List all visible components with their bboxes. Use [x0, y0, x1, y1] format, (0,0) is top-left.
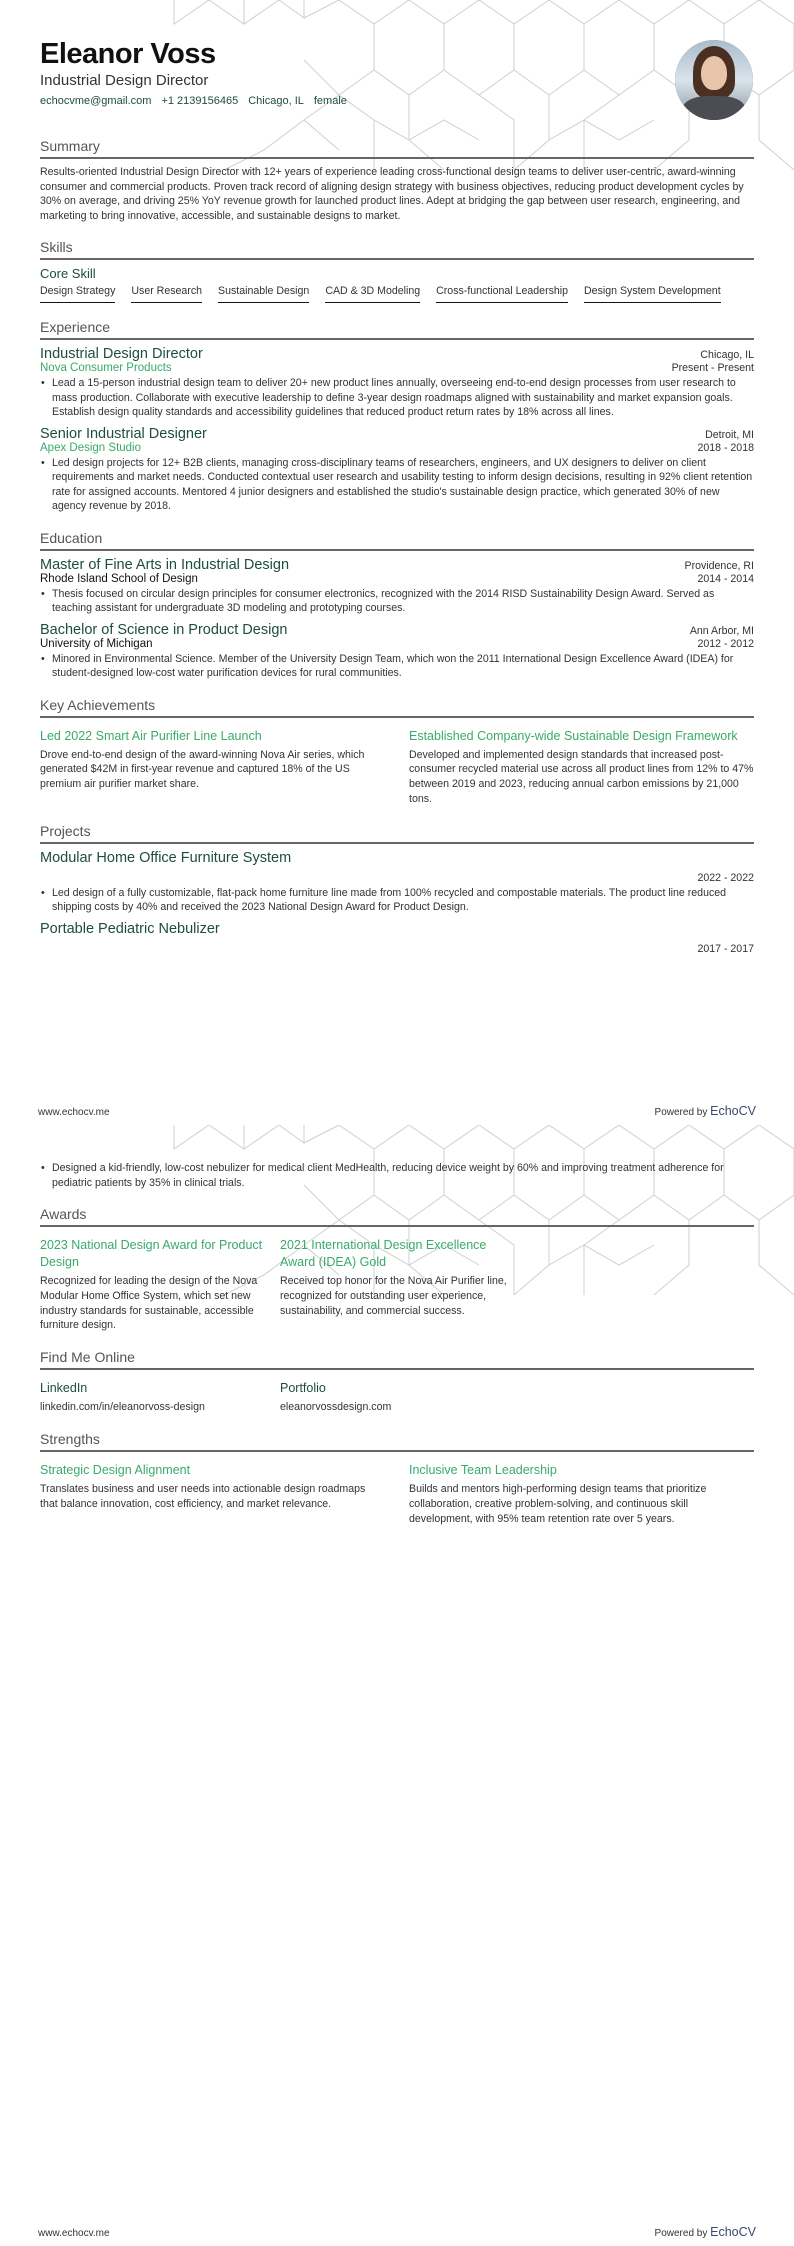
project-description: • Led design of a fully customizable, flat-pack home furniture line made from 100% recycled and compostable materials. The product line reduced shipping costs by 40% and received the 2023 National Design Award for Product Design.	[40, 886, 754, 915]
job-dates: Present - Present	[671, 362, 754, 374]
achievements-section	[40, 697, 754, 807]
contact-location: Chicago, IL	[248, 95, 304, 107]
resume-page-2	[0, 1125, 794, 2246]
skill-tag: Cross-functional Leadership	[436, 285, 568, 303]
footer-site-link[interactable]: www.echocv.me	[38, 2228, 110, 2239]
section-heading-skills: Skills	[40, 239, 754, 260]
achievement-card	[409, 724, 754, 807]
strength-title: Strategic Design Alignment	[40, 1462, 191, 1477]
page-footer	[38, 2225, 756, 2239]
education-entry	[40, 622, 754, 681]
project-dates: 2017 - 2017	[697, 942, 754, 955]
skill-tag: Design System Development	[584, 285, 721, 303]
contact-email[interactable]: echocvme@gmail.com	[40, 95, 152, 107]
profile-photo	[675, 40, 753, 120]
school-name: Rhode Island School of Design	[40, 572, 198, 585]
awards-section	[40, 1206, 754, 1333]
achievement-title: Led 2022 Smart Air Purifier Line Launch	[40, 728, 262, 743]
contact-gender: female	[313, 95, 347, 107]
candidate-title: Industrial Design Director	[40, 72, 209, 89]
project-title: Portable Pediatric Nebulizer	[40, 920, 220, 937]
skill-tag: CAD & 3D Modeling	[325, 285, 420, 303]
summary-section	[40, 138, 754, 223]
company-name: Nova Consumer Products	[40, 362, 172, 374]
footer-brand[interactable]: EchoCV	[710, 1104, 756, 1118]
section-heading-awards: Awards	[40, 1206, 754, 1227]
online-profile	[40, 1376, 270, 1415]
resume-header	[0, 0, 794, 130]
achievement-title: Established Company-wide Sustainable Design Framework	[409, 728, 738, 743]
project-entry	[40, 921, 754, 955]
degree-title: Bachelor of Science in Product Design	[40, 621, 288, 638]
strength-card	[409, 1458, 754, 1526]
strength-card	[40, 1458, 385, 1526]
section-heading-strengths: Strengths	[40, 1431, 754, 1452]
footer-brand[interactable]: EchoCV	[710, 2225, 756, 2239]
job-dates: 2018 - 2018	[697, 441, 754, 454]
projects-section	[40, 823, 754, 955]
project-dates: 2022 - 2022	[697, 871, 754, 884]
section-heading-achievements: Key Achievements	[40, 697, 754, 718]
section-heading-online: Find Me Online	[40, 1349, 754, 1370]
education-section	[40, 530, 754, 681]
online-label: Portfolio	[280, 1381, 326, 1396]
strengths-section	[40, 1431, 754, 1526]
section-heading-projects: Projects	[40, 823, 754, 844]
job-title: Industrial Design Director	[40, 346, 203, 362]
experience-entry	[40, 426, 754, 514]
skill-tag: Sustainable Design	[218, 285, 309, 303]
skill-tag: User Research	[131, 285, 202, 303]
section-heading-experience: Experience	[40, 319, 754, 340]
education-description: • Thesis focused on circular design principles for consumer electronics, recognized with the 2014 RISD Sustainability Design Award. Served as teaching assistant for undergraduate 3D modeling and prototyping courses.	[40, 587, 754, 616]
footer-site-link[interactable]: www.echocv.me	[38, 1107, 110, 1118]
footer-powered-by: Powered by EchoCV	[654, 2225, 756, 2239]
page-footer	[38, 1104, 756, 1118]
school-location: Providence, RI	[684, 559, 754, 572]
education-description: • Minored in Environmental Science. Member of the University Design Team, which won the 2011 International Design Excellence Award (IDEA) for student-designed low-cost water purification devices for rural communities.	[40, 652, 754, 681]
online-section	[40, 1349, 754, 1415]
project-title: Modular Home Office Furniture System	[40, 849, 292, 866]
portfolio-link[interactable]: eleanorvossdesign.com	[280, 1401, 392, 1414]
job-title: Senior Industrial Designer	[40, 425, 207, 442]
award-title: 2023 National Design Award for Product Design	[40, 1238, 263, 1269]
job-description: • Lead a 15-person industrial design team to deliver 20+ new product lines annually, overseeing end-to-end design processes from user research to mass production. Collaborate with executive leadership to define 3-year design roadmaps aligned with sustainability and market expansion goals. Establish design quality standards and accessibility guidelines that reduced product return rates by 18% across all lines.	[40, 376, 754, 420]
achievement-card	[40, 724, 385, 807]
candidate-name: Eleanor Voss	[40, 38, 216, 70]
strength-text: Builds and mentors high-performing design teams that prioritize collaboration, creative problem-solving, and continuous skill development, with 95% team retention rate over 5 years.	[409, 1482, 707, 1525]
achievement-text: Drove end-to-end design of the award-winning Nova Air series, which generated $42M in first-year revenue and captured 18% of the US premium air purifier market share.	[40, 748, 365, 791]
project-description: • Designed a kid-friendly, low-cost nebulizer for medical client MedHealth, reducing device weight by 60% and improving treatment adherence for pediatric patients by 35% in clinical trials.	[40, 1161, 754, 1190]
strength-text: Translates business and user needs into actionable design roadmaps that balance innovation, cost efficiency, and market relevance.	[40, 1482, 366, 1510]
section-heading-summary: Summary	[40, 138, 754, 159]
school-name: University of Michigan	[40, 637, 153, 650]
award-text: Recognized for leading the design of the Nova Modular Home Office System, which set new industry standards for sustainable, accessible furniture design.	[40, 1275, 258, 1332]
education-dates: 2014 - 2014	[697, 572, 754, 585]
job-location: Detroit, MI	[705, 428, 754, 441]
strength-title: Inclusive Team Leadership	[409, 1462, 557, 1477]
experience-entry	[40, 346, 754, 420]
skill-category: Core Skill	[40, 266, 96, 281]
footer-powered-by: Powered by EchoCV	[654, 1104, 756, 1118]
skill-list	[40, 285, 754, 303]
company-name: Apex Design Studio	[40, 441, 142, 454]
job-location: Chicago, IL	[700, 349, 754, 361]
experience-section	[40, 319, 754, 514]
skill-tag: Design Strategy	[40, 285, 115, 303]
contact-phone[interactable]: +1 2139156465	[161, 95, 239, 107]
contact-info	[40, 95, 347, 107]
project-continuation	[40, 1161, 754, 1190]
section-heading-education: Education	[40, 530, 754, 551]
linkedin-link[interactable]: linkedin.com/in/eleanorvoss-design	[40, 1401, 205, 1414]
project-entry	[40, 850, 754, 915]
summary-text: Results-oriented Industrial Design Director with 12+ years of experience leading cross-functional design teams to deliver user-centric, award-winning consumer and commercial products. Proven track record of aligning design strategy with business objectives, reducing product development cycles by 30% on average, and driving 25% YoY revenue growth for launched product lines. Adept at bridging the gap between user research, engineering, and marketing to bring innovative, accessible, and sustainable designs to market.	[40, 166, 744, 222]
award-text: Received top honor for the Nova Air Purifier line, recognized for outstanding user experience, sustainability, and commercial success.	[280, 1275, 507, 1317]
online-label: LinkedIn	[40, 1381, 88, 1396]
achievement-text: Developed and implemented design standards that increased post-consumer recycled material use across all product lines from 12% to 47% between 2019 and 2023, reducing annual carbon emissions by 21,000 tons.	[409, 748, 754, 805]
job-description: • Led design projects for 12+ B2B clients, managing cross-disciplinary teams of researchers, engineers, and UX designers to deliver on client requirements and market needs. Conducted contextual user research and usability testing to inform design decisions, resulting in 92% client retention rate for assigned accounts. Mentored 4 junior designers and established the studio's sustainable design practice, which generated 30% of new agency revenue by 2018.	[40, 456, 754, 514]
award-card	[40, 1233, 270, 1333]
education-dates: 2012 - 2012	[697, 637, 754, 650]
school-location: Ann Arbor, MI	[689, 624, 754, 637]
skills-section	[40, 239, 754, 303]
award-card	[280, 1233, 510, 1333]
education-entry	[40, 557, 754, 616]
degree-title: Master of Fine Arts in Industrial Design	[40, 556, 290, 573]
award-title: 2021 International Design Excellence Award (IDEA) Gold	[280, 1238, 487, 1269]
online-profile	[280, 1376, 510, 1415]
